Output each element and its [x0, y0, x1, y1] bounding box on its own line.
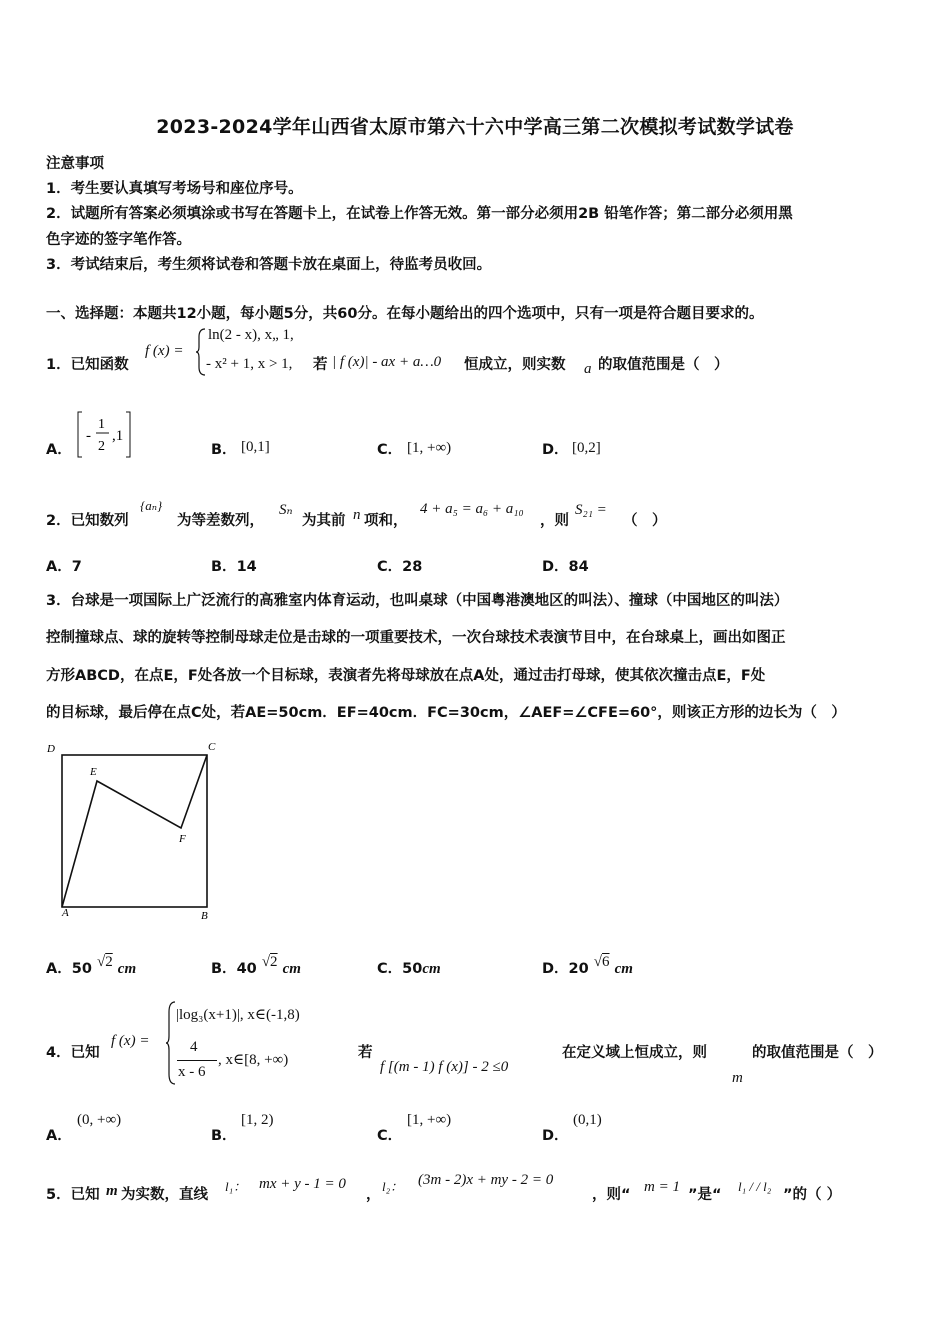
q2-text: ，则 — [540, 513, 569, 529]
q5-l1: l₁： — [225, 1179, 247, 1194]
q1-if: 若 — [313, 357, 328, 373]
q5-cond1: m = 1 — [644, 1179, 680, 1195]
svg-text:,1: ,1 — [112, 428, 124, 444]
q1-option-a-label[interactable]: A． — [46, 442, 72, 458]
q1-suffix2: 的取值范围是（ ） — [598, 357, 729, 373]
q4-prefix: 4．已知 — [46, 1045, 100, 1061]
q2-text: 项和， — [364, 513, 408, 529]
q1-option-c-label[interactable]: C． — [377, 442, 403, 458]
q1-option-b-value[interactable]: [0,1] — [241, 439, 270, 455]
q4-fraction-bar — [177, 1060, 217, 1061]
label-b: B — [201, 910, 208, 922]
q3-line: 方形ABCD，在点E，F处各放一个目标球，表演者先将母球放在点A处，通过击打母球，使其依次撞击点E，F处 — [46, 668, 766, 684]
q4-suffix: 在定义域上恒成立，则 — [562, 1045, 707, 1061]
q3-line: 的目标球，最后停在点C处，若AE=50cm．EF=40cm．FC=30cm，∠AEF=∠CFE=60°，则该正方形的边长为（ ） — [46, 705, 846, 721]
q4-option-a-value[interactable]: (0, +∞) — [77, 1112, 122, 1128]
q2-sn: Sₙ — [279, 502, 293, 518]
q1-fx: f (x) = — [145, 343, 184, 359]
q1-option-d-label[interactable]: D． — [542, 442, 569, 458]
q4-fx: f (x) = — [111, 1033, 150, 1049]
q1-option-b-label[interactable]: B． — [211, 442, 237, 458]
label-a: A — [62, 907, 69, 919]
q1-option-a-den: 2 — [98, 439, 105, 454]
notice-heading: 注意事项 — [46, 156, 104, 172]
q5-text: ”是“ — [688, 1187, 722, 1203]
q2-text: （ ） — [623, 513, 667, 529]
q2-equation: 4 + a₅ = a₆ + a₁₀ — [420, 501, 524, 517]
q2-option-c[interactable]: C．28 — [377, 559, 423, 575]
q4-option-d-label[interactable]: D． — [542, 1128, 569, 1144]
q3-option-a[interactable]: A．50 √2 cm — [46, 954, 137, 977]
q2-sequence: {aₙ} — [140, 498, 163, 513]
q1-option-c-value[interactable]: [1, +∞) — [407, 440, 452, 456]
q4-condition: f [(m - 1) f (x)] - 2 ≤0 — [380, 1059, 509, 1075]
q4-if: 若 — [358, 1045, 373, 1061]
notice-item: 1．考生要认真填写考场号和座位序号。 — [46, 181, 303, 197]
q3-option-b[interactable]: B．40 √2 cm — [211, 954, 301, 977]
notice-item: 3．考试结束后，考生须将试卷和答题卡放在桌面上，待监考员收回。 — [46, 257, 492, 273]
ball-path — [62, 755, 207, 907]
q2-prefix: 2．已知数列 — [46, 513, 129, 529]
q4-case2-den: x - 6 — [178, 1064, 206, 1080]
q1-prefix: 1．已知函数 — [46, 357, 129, 373]
q2-option-a[interactable]: A．7 — [46, 559, 82, 575]
q5-text: ”的（ ） — [783, 1187, 842, 1203]
q3-line: 控制撞球点、球的旋转等控制母球走位是击球的一项重要技术，一次台球技术表演节目中，在台球桌上，画出如图正 — [46, 630, 786, 646]
q2-text: 为其前 — [302, 513, 346, 529]
q2-option-b[interactable]: B．14 — [211, 559, 257, 575]
q2-option-d[interactable]: D．84 — [542, 559, 589, 575]
q1-case1: ln(2 - x), x„ 1, — [208, 327, 294, 343]
q3-line: 3．台球是一项国际上广泛流行的高雅室内体育运动，也叫桌球（中国粤港澳地区的叫法）、撞球（中国地区的叫法） — [46, 593, 789, 609]
label-d: D — [47, 743, 55, 755]
q2-n: n — [353, 507, 361, 523]
q4-option-b-value[interactable]: [1, 2) — [241, 1112, 274, 1128]
q2-s21: S₂₁ = — [575, 502, 607, 518]
q5-text: 为实数，直线 — [121, 1187, 208, 1203]
q1-option-d-value[interactable]: [0,2] — [572, 440, 601, 456]
label-f: F — [179, 833, 186, 845]
q5-cond2: l₁ / / l₂ — [738, 1179, 772, 1194]
q1-option-a-num: 1 — [98, 417, 105, 432]
q1-condition: | f (x)| - ax + a…0 — [332, 354, 442, 370]
q4-var: m — [732, 1070, 743, 1086]
label-e: E — [90, 766, 97, 778]
q4-option-c-label[interactable]: C． — [377, 1128, 403, 1144]
q4-case1: |log₃(x+1)|, x∈(-1,8) — [176, 1007, 300, 1023]
q1-option-a-value[interactable] — [76, 410, 138, 460]
q4-case2-domain: , x∈[8, +∞) — [218, 1052, 289, 1068]
q3-figure — [40, 736, 230, 926]
q5-eq2: (3m - 2)x + my - 2 = 0 — [418, 1172, 554, 1188]
q5-m: m — [106, 1183, 118, 1199]
q4-case2-num: 4 — [190, 1039, 198, 1055]
q3-option-c[interactable]: C．50cm — [377, 961, 441, 977]
q4-option-a-label[interactable]: A． — [46, 1128, 72, 1144]
q1-case2: - x² + 1, x > 1, — [206, 356, 293, 372]
q3-option-d[interactable]: D．20 √6 cm — [542, 954, 633, 977]
q5-text: ， — [366, 1187, 381, 1203]
q4-suffix2: 的取值范围是（ ） — [752, 1045, 883, 1061]
page-title: 2023-2024学年山西省太原市第六十六中学高三第二次模拟考试数学试卷 — [156, 116, 794, 138]
q4-option-b-label[interactable]: B． — [211, 1128, 237, 1144]
svg-text:-: - — [86, 428, 91, 444]
q4-option-c-value[interactable]: [1, +∞) — [407, 1112, 452, 1128]
q5-eq1: mx + y - 1 = 0 — [259, 1176, 346, 1192]
q4-option-d-value[interactable]: (0,1) — [573, 1112, 602, 1128]
label-c: C — [208, 741, 216, 753]
notice-item: 2．试题所有答案必须填涂或书写在答题卡上，在试卷上作答无效。第一部分必须用2B 铅笔作答；第二部分必须用黑 — [46, 206, 793, 222]
q5-prefix: 5．已知 — [46, 1187, 100, 1203]
q5-l2: l₂： — [382, 1179, 404, 1194]
q1-suffix: 恒成立，则实数 — [464, 357, 566, 373]
notice-item: 色字迹的签字笔作答。 — [46, 232, 191, 248]
section-heading: 一、选择题：本题共12小题，每小题5分，共60分。在每小题给出的四个选项中，只有一项是符合题目要求的。 — [46, 306, 764, 322]
q2-text: 为等差数列， — [177, 513, 264, 529]
q5-text: ，则“ — [592, 1187, 631, 1203]
q1-var: a — [584, 361, 592, 377]
